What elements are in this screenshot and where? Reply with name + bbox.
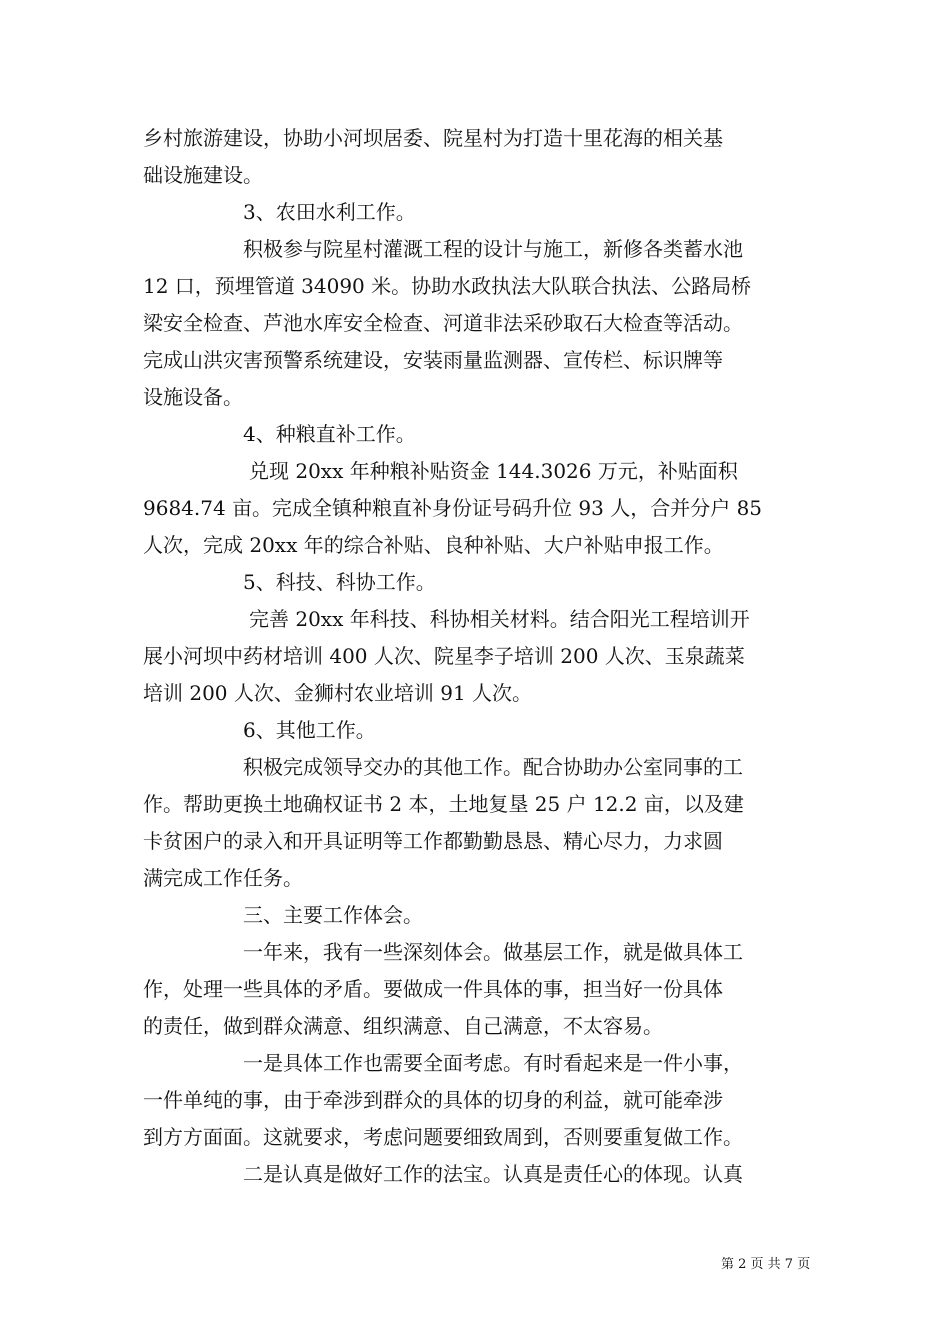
section-heading: 3、农田水利工作。 (243, 200, 416, 224)
text-line: 卡贫困户的录入和开具证明等工作都勤勤恳恳、精心尽力，力求圆 (143, 829, 723, 853)
text-line: 一是具体工作也需要全面考虑。有时看起来是一件小事， (243, 1051, 743, 1075)
text-line: 展小河坝中药材培训 400 人次、院星李子培训 200 人次、玉泉蔬菜 (143, 644, 745, 668)
text-line: 乡村旅游建设，协助小河坝居委、院星村为打造十里花海的相关基 (143, 126, 723, 150)
text-line: 作。帮助更换土地确权证书 2 本，土地复垦 25 户 12.2 亩，以及建 (143, 792, 744, 816)
section-heading: 4、种粮直补工作。 (243, 422, 416, 446)
text-line: 满完成工作任务。 (143, 866, 303, 890)
text-line: 梁安全检查、芦池水库安全检查、河道非法采砂取石大检查等活动。 (143, 311, 743, 335)
section-heading: 6、其他工作。 (243, 718, 376, 742)
text-line: 完善 20xx 年科技、科协相关材料。结合阳光工程培训开 (249, 607, 750, 631)
page-number-footer: 第 2 页 共 7 页 (721, 1257, 811, 1272)
text-line: 设施设备。 (143, 385, 243, 409)
section-heading: 三、主要工作体会。 (243, 903, 423, 927)
text-line: 作，处理一些具体的矛盾。要做成一件具体的事，担当好一份具体 (143, 977, 723, 1001)
text-line: 的责任，做到群众满意、组织满意、自己满意，不太容易。 (143, 1014, 663, 1038)
section-heading: 5、科技、科协工作。 (243, 570, 436, 594)
text-line: 积极完成领导交办的其他工作。配合协助办公室同事的工 (243, 755, 743, 779)
text-line: 9684.74 亩。完成全镇种粮直补身份证号码升位 93 人，合并分户 85 (143, 496, 763, 520)
text-line: 二是认真是做好工作的法宝。认真是责任心的体现。认真 (243, 1162, 743, 1186)
text-line: 12 口，预埋管道 34090 米。协助水政执法大队联合执法、公路局桥 (143, 274, 752, 298)
text-line: 培训 200 人次、金狮村农业培训 91 人次。 (143, 681, 533, 705)
text-line: 兑现 20xx 年种粮补贴资金 144.3026 万元，补贴面积 (249, 459, 738, 483)
text-line: 积极参与院星村灌溉工程的设计与施工，新修各类蓄水池 (243, 237, 743, 261)
text-line: 完成山洪灾害预警系统建设，安装雨量监测器、宣传栏、标识牌等 (143, 348, 723, 372)
text-line: 人次，完成 20xx 年的综合补贴、良种补贴、大户补贴申报工作。 (143, 533, 724, 557)
text-line: 到方方面面。这就要求，考虑问题要细致周到，否则要重复做工作。 (143, 1125, 743, 1149)
text-line: 一年来，我有一些深刻体会。做基层工作，就是做具体工 (243, 940, 743, 964)
text-line: 础设施建设。 (143, 163, 263, 187)
text-line: 一件单纯的事，由于牵涉到群众的具体的切身的利益，就可能牵涉 (143, 1088, 723, 1112)
